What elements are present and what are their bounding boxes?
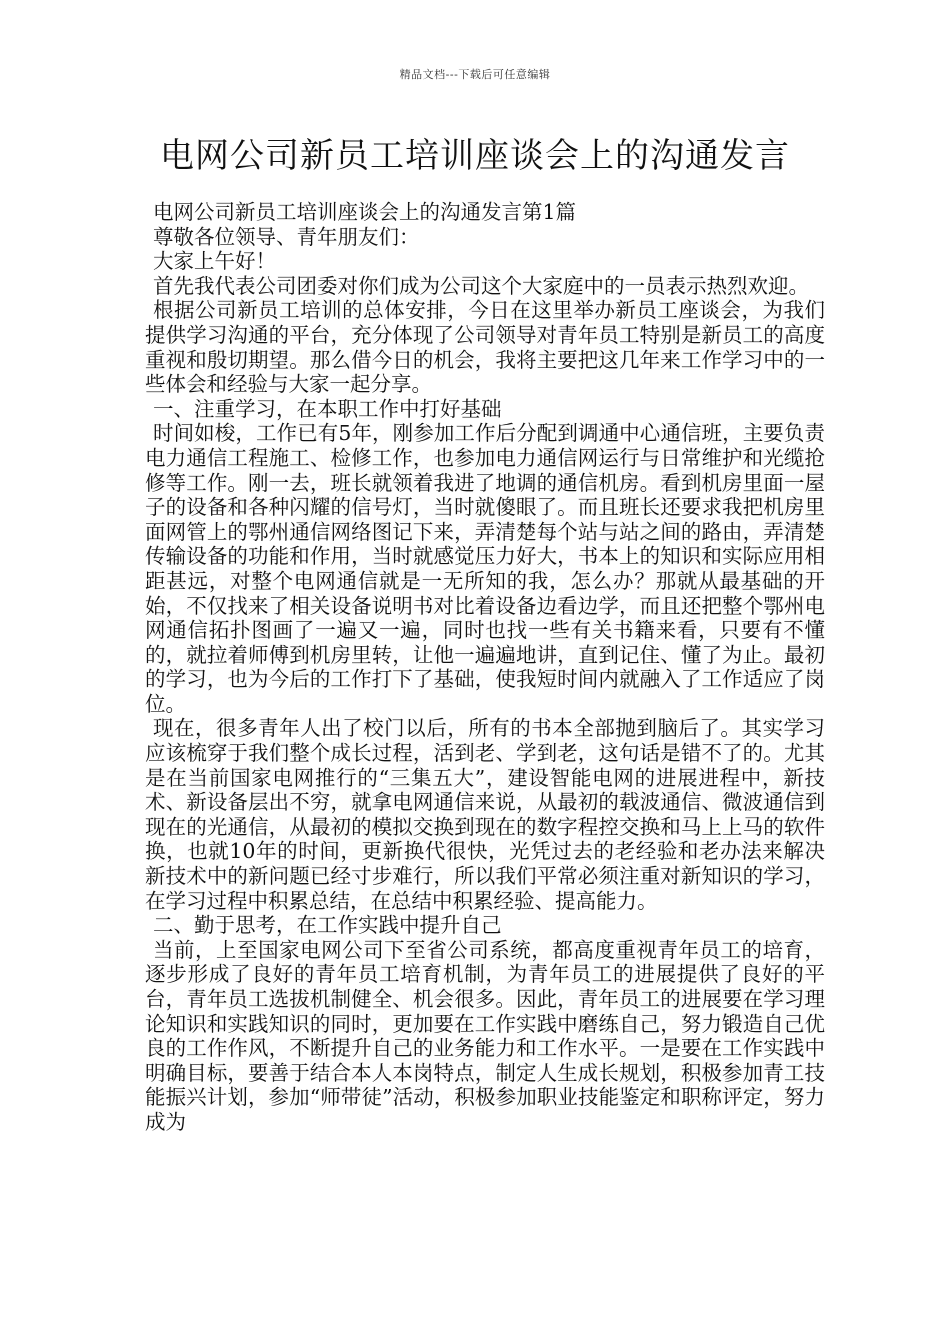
paragraph-greeting: 大家上午好！ xyxy=(153,249,276,274)
section-heading-2: 二、勤于思考，在工作实践中提升自己 xyxy=(153,913,502,938)
paragraph-section1-b: 现在，很多青年人出了校门以后，所有的书本全部抛到脑后了。其实学习应该梳穿于我们整个成长过程，活到老、学到老，这句话是错不了的。尤其是在当前国家电网推行的“三集五大”，建设智能电网的进展进程中，新技术、新设备层出不穷，就拿电网通信来说，从最初的载波通信、微波通信到现在的光通信，从最初的模拟交换到现在的数字程控交换和马上上马的软件换，也就10年的时间，更新换代很快，光凭过去的老经验和老办法来解决新技术中的新问题已经寸步难行，所以我们平常必须注重对新知识的学习，在学习过程中积累总结，在总结中积累经验、提高能力。 xyxy=(145,716,825,913)
paragraph-intro: 根据公司新员工培训的总体安排，今日在这里举办新员工座谈会，为我们提供学习沟通的平台，充分体现了公司领导对青年员工特别是新员工的高度重视和殷切期望。那么借今日的机会，我将主要把这几年来工作学习中的一些体会和经验与大家一起分享。 xyxy=(145,298,825,397)
paragraph-section2-a: 当前，上至国家电网公司下至省公司系统，都高度重视青年员工的培育，逐步形成了良好的青年员工培育机制，为青年员工的进展提供了良好的平台，青年员工选拔机制健全、机会很多。因此，青年员工的进展要在学习理论知识和实践知识的同时，更加要在工作实践中磨练自己，努力锻造自己优良的工作作风，不断提升自己的业务能力和工作水平。一是要在工作实践中明确目标，要善于结合本人本岗特点，制定人生成长规划，积极参加青工技能振兴计划，参加“师带徒”活动，积极参加职业技能鉴定和职称评定，努力成为 xyxy=(145,937,825,1134)
paragraph-subtitle: 电网公司新员工培训座谈会上的沟通发言第1篇 xyxy=(153,200,577,224)
document-body xyxy=(145,200,825,1135)
paragraph-salutation: 尊敬各位领导、青年朋友们： xyxy=(153,224,420,249)
paragraph-welcome: 首先我代表公司团委对你们成为公司这个大家庭中的一员表示热烈欢迎。 xyxy=(153,273,809,298)
section-heading-1: 一、注重学习，在本职工作中打好基础 xyxy=(153,396,502,421)
document-title: 电网公司新员工培训座谈会上的沟通发言 xyxy=(160,136,790,176)
paragraph-section1-a: 时间如梭，工作已有5年，刚参加工作后分配到调通中心通信班，主要负责电力通信工程施工、检修工作，也参加电力通信网运行与日常维护和光缆抢修等工作。刚一去，班长就领着我进了地调的通信机房。看到机房里面一屋子的设备和各种闪耀的信号灯，当时就傻眼了。而且班长还要求我把机房里面网管上的鄂州通信网络图记下来，弄清楚每个站与站之间的路由，弄清楚传输设备的功能和作用，当时就感觉压力好大，书本上的知识和实际应用相距甚远，对整个电网通信就是一无所知的我，怎么办？那就从最基础的开始，不仅找来了相关设备说明书对比着设备边看边学，而且还把整个鄂州电网通信拓扑图画了一遍又一遍，同时也找一些有关书籍来看，只要有不懂的，就拉着师傅到机房里转，让他一遍遍地讲，直到记住、懂了为止。最初的学习，也为今后的工作打下了基础，使我短时间内就融入了工作适应了岗位。 xyxy=(145,421,825,716)
page-header: 精品文档---下载后可任意编辑 xyxy=(399,68,551,81)
